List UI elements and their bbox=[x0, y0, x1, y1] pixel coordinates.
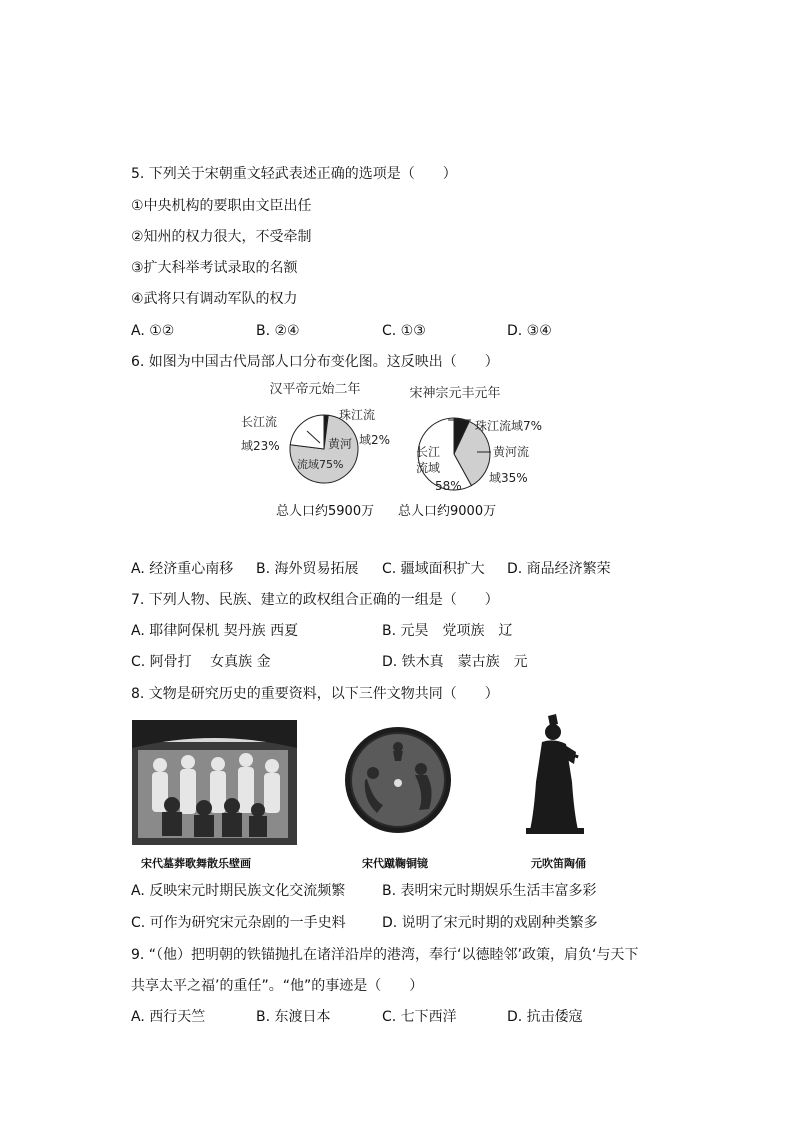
q7-option-d[interactable]: D. 铁木真 蒙古族 元 bbox=[382, 654, 528, 670]
label-huanghe-pct: 域35% bbox=[489, 471, 528, 485]
total-han: 总人口约5900万 bbox=[276, 504, 375, 519]
q5-stem: 5. 下列关于宋朝重文轻武表述正确的选项是（ ） bbox=[131, 166, 457, 182]
q6-stem: 6. 如图为中国古代局部人口分布变化图。这反映出（ ） bbox=[131, 354, 499, 370]
q5-option-c[interactable]: C. ①③ bbox=[382, 323, 426, 339]
q9-option-a[interactable]: A. 西行天竺 bbox=[131, 1009, 206, 1025]
q6-option-a[interactable]: A. 经济重心南移 bbox=[131, 561, 234, 577]
q5-item-1: ①中央机构的要职由文臣出任 bbox=[131, 198, 312, 214]
total-song: 总人口约9000万 bbox=[398, 504, 497, 519]
q6-option-b[interactable]: B. 海外贸易拓展 bbox=[256, 561, 359, 577]
pie-slice-1 bbox=[290, 415, 324, 449]
bronze-mirror-photo bbox=[343, 725, 453, 835]
caption-mirror: 宋代蹴鞠铜镜 bbox=[362, 857, 428, 870]
pie-chart-han bbox=[235, 373, 405, 523]
q7-stem: 7. 下列人物、民族、建立的政权组合正确的一组是（ ） bbox=[131, 592, 499, 608]
label-huanghe: 黄河流 bbox=[493, 445, 530, 459]
q6-option-d[interactable]: D. 商品经济繁荣 bbox=[507, 561, 611, 577]
label-changjiang: 长江 bbox=[416, 445, 441, 459]
q8-option-a[interactable]: A. 反映宋元时期民族文化交流频繁 bbox=[131, 883, 346, 899]
q8-option-b[interactable]: B. 表明宋元时期娱乐生活丰富多彩 bbox=[382, 883, 597, 899]
q5-item-3: ③扩大科举考试录取的名额 bbox=[131, 260, 298, 276]
q8-option-d[interactable]: D. 说明了宋元时期的戏剧种类繁多 bbox=[382, 915, 598, 931]
q9-stem-line1: 9. “（他）把明朝的铁锚抛扎在诸洋沿岸的港湾，奉行‘以德睦邻’政策，肩负‘与天下 bbox=[131, 947, 639, 963]
label-zhujiang: 珠江流域7% bbox=[475, 419, 543, 433]
q9-option-d[interactable]: D. 抗击倭寇 bbox=[507, 1009, 583, 1025]
chart-title: 宋神宗元丰元年 bbox=[409, 386, 501, 401]
label-changjiang-2: 流域 bbox=[416, 461, 441, 475]
label-zhujiang-pct: 域2% bbox=[359, 433, 391, 447]
q5-option-b[interactable]: B. ②④ bbox=[256, 323, 300, 339]
label-huanghe-pct: 流域75% bbox=[297, 458, 344, 471]
chart-title: 汉平帝元始二年 bbox=[269, 382, 361, 397]
label-changjiang-pct: 域23% bbox=[241, 439, 280, 453]
q8-option-c[interactable]: C. 可作为研究宋元杂剧的一手史料 bbox=[131, 915, 346, 931]
q5-option-a[interactable]: A. ①② bbox=[131, 323, 175, 339]
q9-stem-line2: 共享太平之福’的重任”。“他”的事迹是（ ） bbox=[131, 978, 424, 994]
q5-item-2: ②知州的权力很大，不受牵制 bbox=[131, 229, 312, 245]
label-huanghe: 黄河 bbox=[328, 437, 353, 451]
q9-option-c[interactable]: C. 七下西洋 bbox=[382, 1009, 457, 1025]
q7-option-c[interactable]: C. 阿骨打 女真族 金 bbox=[131, 654, 271, 670]
q5-item-4: ④武将只有调动军队的权力 bbox=[131, 291, 298, 307]
q6-option-c[interactable]: C. 疆域面积扩大 bbox=[382, 561, 485, 577]
label-changjiang: 长江流 bbox=[241, 415, 278, 429]
caption-figurine: 元吹笛陶俑 bbox=[531, 857, 586, 870]
pie-chart-song bbox=[405, 380, 565, 510]
figurine-photo bbox=[520, 712, 590, 837]
label-changjiang-pct: 58% bbox=[435, 479, 462, 493]
q9-option-b[interactable]: B. 东渡日本 bbox=[256, 1009, 331, 1025]
mural-photo bbox=[132, 720, 297, 845]
q8-stem: 8. 文物是研究历史的重要资料，以下三件文物共同（ ） bbox=[131, 686, 499, 702]
q5-option-d[interactable]: D. ③④ bbox=[507, 323, 552, 339]
q7-option-b[interactable]: B. 元昊 党项族 辽 bbox=[382, 623, 513, 639]
caption-mural: 宋代墓葬歌舞散乐壁画 bbox=[141, 857, 251, 870]
label-zhujiang: 珠江流 bbox=[339, 408, 376, 422]
q7-option-a[interactable]: A. 耶律阿保机 契丹族 西夏 bbox=[131, 623, 299, 639]
